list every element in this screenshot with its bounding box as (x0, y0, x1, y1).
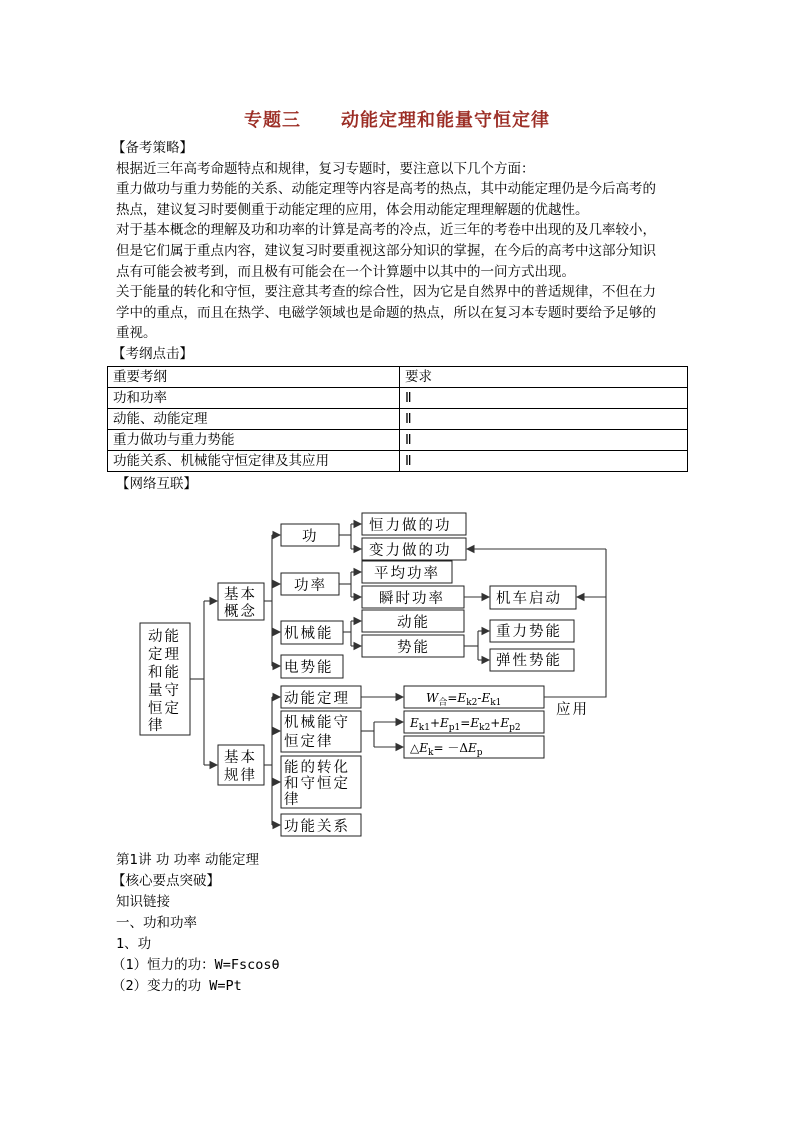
lecture-title: 第1讲 功 功率 动能定理 (116, 852, 259, 868)
application-label: 应用 (556, 702, 589, 718)
power-label: 功率 (294, 578, 327, 594)
title-topic: 专题三 (244, 110, 301, 131)
table-row (108, 430, 688, 451)
strategy-line: 重力做功与重力势能的关系、动能定理等内容是高考的热点，其中动能定理仍是今后高考的 (116, 181, 656, 198)
gravity-pe-label: 重力势能 (496, 624, 562, 640)
knowledge-link: 知识链接 (116, 894, 170, 910)
item-work-and-power: 一、功和功率 (116, 915, 197, 931)
item-constant-force-work: （1）恒力的功：W=Fscosθ (112, 957, 280, 973)
avg-power-label: 平均功率 (374, 566, 440, 582)
core-heading: 【核心要点突破】 (112, 873, 220, 889)
outline-table (107, 366, 688, 472)
locomotive-start-label: 机车启动 (496, 591, 562, 607)
table-row (108, 388, 688, 409)
const-force-work-label: 恒力做的功 (369, 518, 452, 534)
energy-conservation-label: 律 (284, 792, 301, 808)
strategy-line: 关于能量的转化和守恒，要注意其考查的综合性，因为它是自然界中的普适规律，不但在力 (116, 284, 656, 301)
strategy-heading: 【备考策略】 (112, 140, 193, 156)
title-subject: 动能定理和能量守恒定律 (341, 110, 550, 131)
table-header-cell: 重要考纲 (108, 367, 400, 388)
mech-conservation-label: 机械能守 (284, 715, 350, 731)
strategy-line: 学中的重点，而且在热学、电磁学领域也是命题的热点，所以在复习本专题时要给予足够的 (116, 304, 656, 321)
outline-heading: 【考纲点击】 (112, 345, 193, 362)
root-label-line: 量守 (148, 683, 181, 699)
root-label-line: 和能 (148, 665, 181, 681)
table-cell: 重力做功与重力势能 (108, 430, 400, 451)
var-force-work-label: 变力做的功 (369, 543, 452, 559)
strategy-section (112, 138, 691, 365)
work-label: 功 (302, 529, 319, 545)
energy-conservation-label: 和守恒定 (284, 776, 350, 792)
formula-delta: $\triangle E_k= -\Delta E_p$ (410, 741, 483, 758)
root-label-line: 恒定 (148, 701, 181, 717)
strategy-line: 对于基本概念的理解及功和功率的计算是高考的冷点，近三年的考卷中出现的及几率较小， (116, 222, 656, 239)
electric-pe-label: 电势能 (284, 660, 334, 676)
work-energy-label: 功能关系 (284, 819, 350, 835)
network-heading: 【网络互联】 (116, 476, 197, 492)
strategy-line: 点有可能会被考到，而且极有可能会在一个计算题中以其中的一问方式出现。 (116, 263, 575, 280)
table-cell: 功和功率 (108, 388, 400, 409)
strategy-line: 但是它们属于重点内容，建议复习时要重视这部分知识的掌握，在今后的高考中这部分知识 (116, 242, 656, 259)
kinetic-energy-label: 动能 (397, 615, 430, 631)
table-header-cell: 要求 (400, 367, 688, 388)
strategy-line: 热点，建议复习时要侧重于动能定理的应用，体会用动能定理理解题的优越性。 (116, 201, 589, 218)
table-cell: Ⅱ (400, 430, 688, 451)
basic-laws-label: 基本 (224, 750, 257, 766)
table-cell: Ⅱ (400, 388, 688, 409)
strategy-line: 重视。 (116, 325, 157, 342)
root-label-line: 律 (148, 718, 165, 734)
basic-concepts-label: 基本 (224, 587, 257, 603)
basic-concepts-label: 概念 (224, 604, 257, 620)
table-row (108, 409, 688, 430)
formula-ke: $W_合=E_{k2}-E_{k1}$ (426, 691, 502, 708)
energy-conservation-label: 能的转化 (284, 760, 350, 776)
potential-energy-label: 势能 (397, 640, 430, 656)
root-label-line: 动能 (148, 629, 181, 645)
table-cell: 动能、动能定理 (108, 409, 400, 430)
elastic-pe-label: 弹性势能 (496, 653, 562, 669)
table-cell: 功能关系、机械能守恒定律及其应用 (108, 451, 400, 472)
table-row (108, 451, 688, 472)
mech-energy-label: 机械能 (284, 626, 334, 642)
table-cell: Ⅱ (400, 451, 688, 472)
basic-laws-label: 规律 (224, 768, 257, 784)
table-header-row (108, 367, 688, 388)
root-label-line: 定理 (148, 647, 181, 663)
knowledge-network-diagram (138, 508, 610, 840)
inst-power-label: 瞬时功率 (379, 591, 445, 607)
mech-conservation-label: 恒定律 (284, 734, 334, 750)
page-title (0, 106, 794, 132)
ke-theorem-label: 动能定理 (284, 691, 350, 707)
formula-mech: $E_{k1}+E_{p1}=E_{k2}+E_{p2}$ (410, 716, 521, 733)
strategy-line: 根据近三年高考命题特点和规律，复习专题时，要注意以下几个方面： (116, 160, 535, 177)
item-work: 1、功 (116, 936, 152, 952)
table-cell: Ⅱ (400, 409, 688, 430)
item-variable-force-work: （2）变力的功 W=Pt (112, 978, 242, 994)
